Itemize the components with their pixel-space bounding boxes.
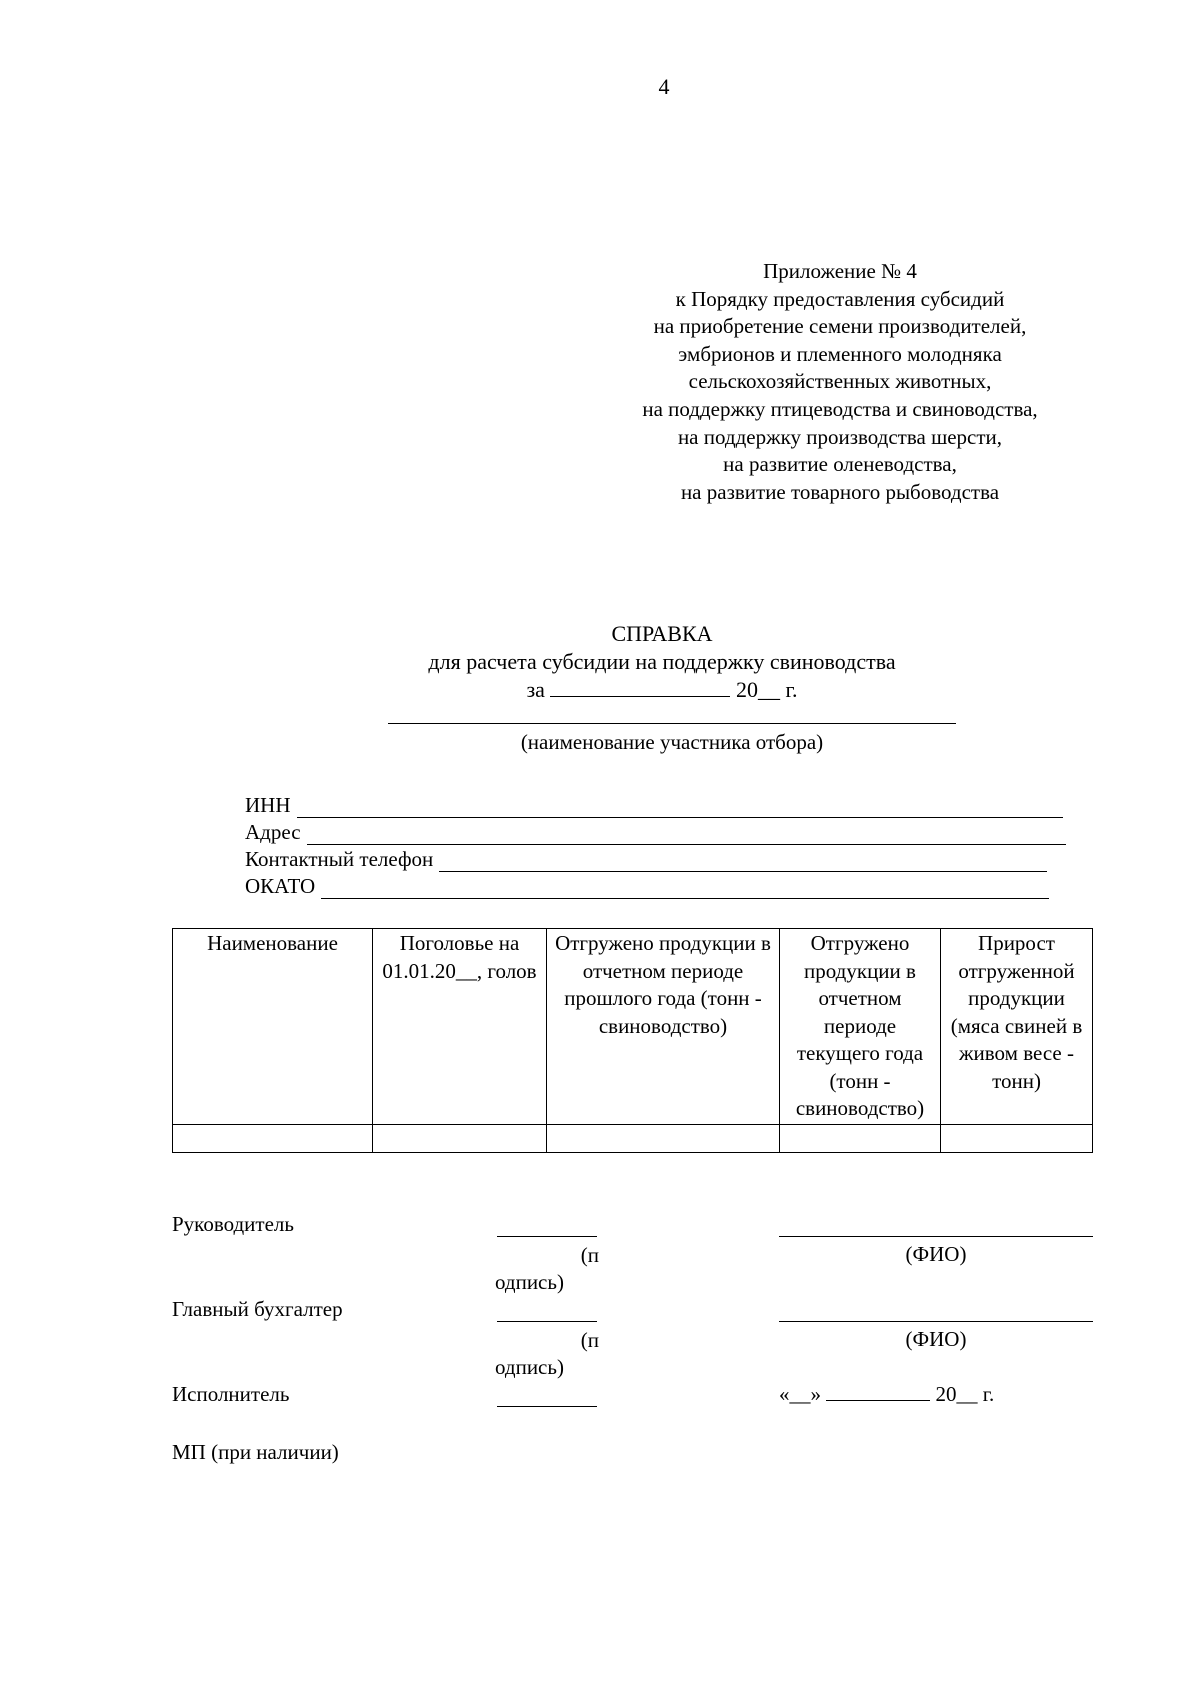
table-header-headcount: Поголовье на 01.01.20__, голов — [373, 929, 547, 1125]
accountant-fio-line[interactable] — [779, 1321, 1093, 1322]
sign-caption-part1: (п — [580, 1243, 599, 1267]
head-fio-caption: (ФИО) — [905, 1242, 967, 1266]
appendix-header — [590, 258, 1090, 506]
appendix-line: на развитие оленеводства, — [723, 452, 957, 477]
certificate-heading — [350, 620, 974, 704]
address-field — [245, 818, 1066, 845]
certificate-period — [350, 676, 974, 704]
head-signature-line[interactable] — [497, 1236, 597, 1237]
livestock-table — [172, 928, 1093, 1153]
table-row — [173, 1124, 1093, 1152]
head-label: Руководитель — [172, 1212, 294, 1236]
date-line — [779, 1382, 994, 1407]
table-header-name: Наименование — [173, 929, 373, 1125]
phone-label: Контактный телефон — [245, 847, 434, 871]
appendix-line: эмбрионов и племенного молодняка — [678, 341, 1002, 366]
table-cell[interactable] — [780, 1124, 941, 1152]
okato-field — [245, 872, 1049, 899]
table-cell[interactable] — [373, 1124, 547, 1152]
sign-caption-part2: одпись) — [495, 1270, 564, 1294]
inn-input-line[interactable] — [297, 797, 1063, 818]
phone-field — [245, 845, 1047, 872]
sign-caption-part1: (п — [580, 1328, 599, 1352]
executor-signature-line[interactable] — [497, 1406, 597, 1407]
certificate-title: СПРАВКА — [611, 621, 713, 646]
date-day: «__» — [779, 1382, 821, 1406]
period-year: 20__ г. — [735, 677, 798, 702]
date-month-blank[interactable] — [826, 1382, 930, 1401]
org-name-line[interactable] — [388, 723, 956, 724]
address-label: Адрес — [245, 820, 301, 844]
inn-label: ИНН — [245, 793, 291, 817]
period-prefix: за — [526, 677, 545, 702]
accountant-signature-line[interactable] — [497, 1321, 597, 1322]
table-cell[interactable] — [547, 1124, 780, 1152]
certificate-subtitle: для расчета субсидии на поддержку свиноводства — [428, 649, 896, 674]
page-number: 4 — [658, 74, 670, 99]
address-input-line[interactable] — [307, 824, 1066, 845]
okato-input-line[interactable] — [321, 878, 1049, 899]
inn-field — [245, 791, 1063, 818]
org-name-caption: (наименование участника отбора) — [520, 730, 824, 754]
head-fio-line[interactable] — [779, 1236, 1093, 1237]
date-year: 20__ г. — [935, 1382, 995, 1406]
appendix-line: на приобретение семени производителей, — [653, 314, 1027, 339]
stamp-label: МП (при наличии) — [172, 1440, 339, 1464]
appendix-line: сельскохозяйственных животных, — [688, 369, 992, 394]
table-header-shipped-current: Отгружено продукции в отчетном периоде текущего года (тонн - свиноводство) — [780, 929, 941, 1125]
phone-input-line[interactable] — [439, 851, 1047, 872]
period-blank[interactable] — [550, 678, 730, 697]
appendix-line: Приложение № 4 — [763, 259, 917, 283]
table-cell[interactable] — [173, 1124, 373, 1152]
table-header-shipped-prev: Отгружено продукции в отчетном периоде прошлого года (тонн - свиноводство) — [547, 929, 780, 1125]
table-cell[interactable] — [941, 1124, 1093, 1152]
accountant-fio-caption: (ФИО) — [905, 1327, 967, 1351]
appendix-line: на развитие товарного рыбоводства — [680, 479, 1000, 504]
appendix-line: к Порядку предоставления субсидий — [675, 286, 1005, 311]
okato-label: ОКАТО — [245, 874, 316, 898]
accountant-signature-caption — [495, 1327, 599, 1381]
table-header-row — [173, 929, 1093, 1125]
appendix-line: на поддержку птицеводства и свиноводства, — [642, 396, 1038, 421]
sign-caption-part2: одпись) — [495, 1355, 564, 1379]
head-signature-caption — [495, 1242, 599, 1296]
table-header-growth: Прирост отгруженной продукции (мяса свиней в живом весе - тонн) — [941, 929, 1093, 1125]
chief-accountant-label: Главный бухгалтер — [172, 1297, 343, 1321]
executor-label: Исполнитель — [172, 1382, 290, 1406]
appendix-line: на поддержку производства шерсти, — [677, 424, 1003, 449]
